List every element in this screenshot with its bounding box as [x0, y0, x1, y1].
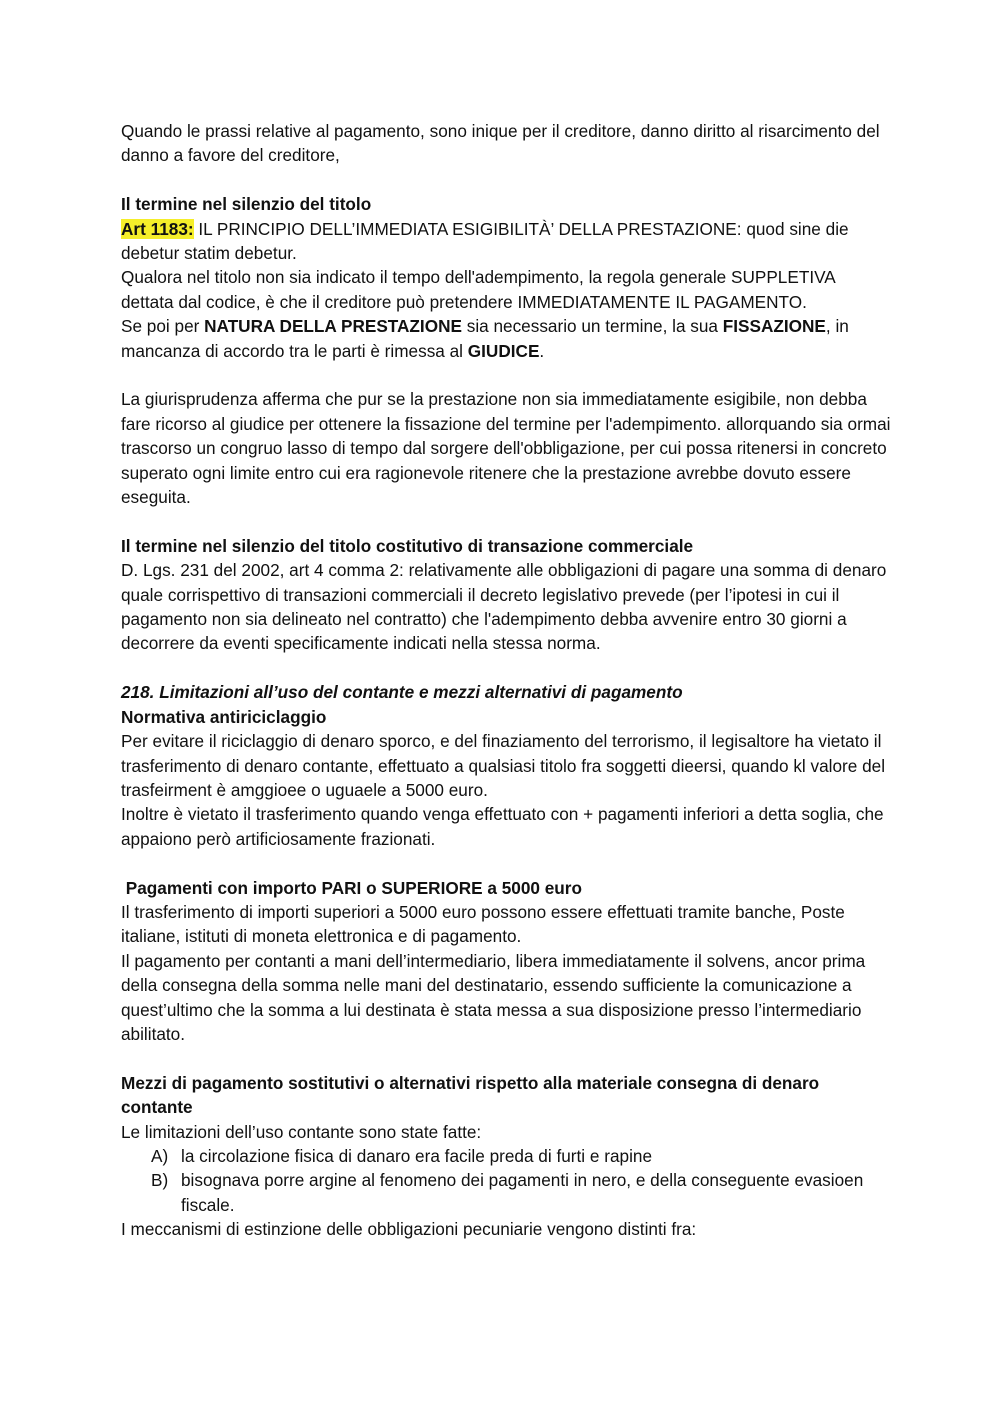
paragraph-pagamento-contanti: Il pagamento per contanti a mani dell’intermediario, libera immediatamente il solvens, ancor prima della consegna della somma nelle mani del destinatario, essendo sufficiente la comunicazione a quest’ultimo che la somma a lui destinata è stata messa a sua disposizione presso l’intermediario abilitato. [121, 950, 866, 1044]
article-label-highlight: Art 1183: [121, 218, 194, 239]
article-text: IL PRINCIPIO DELL’IMMEDIATA ESIGIBILITÀ’ DELLA PRESTAZIONE: quod sine die debetur statim debetur. [121, 218, 849, 264]
spacer [121, 656, 891, 680]
paragraph-qualora: Qualora nel titolo non sia indicato il tempo dell'adempimento, la regola generale SUPPLETIVA dettata dal codice, è che il creditore può pretendere IMMEDIATAMENTE IL PAGAMENTO. [121, 267, 835, 312]
heading-termine-silenzio: Il termine nel silenzio del titolo [121, 194, 372, 215]
list-item [121, 1168, 891, 1217]
paragraph-art-1183 [121, 217, 891, 266]
paragraph-meccanismi: I meccanismi di estinzione delle obbligazioni pecuniarie vengono distinti fra: [121, 1219, 697, 1240]
document-page [121, 119, 891, 1242]
spacer [121, 1046, 891, 1070]
paragraph-intro: Quando le prassi relative al pagamento, sono inique per il creditore, danno diritto al risarcimento del danno a favore del creditore, [121, 121, 880, 166]
text-run: . [539, 340, 545, 361]
heading-218-limitazioni: 218. Limitazioni all’uso del contante e mezzi alternativi di pagamento [121, 682, 683, 703]
heading-pagamenti-5000: Pagamenti con importo PARI o SUPERIORE a 5000 euro [121, 877, 582, 898]
text-run: Se poi per [121, 316, 205, 337]
bold-run: FISSAZIONE [722, 316, 826, 337]
text-run: , in mancanza di accordo tra le parti è rimessa al [121, 316, 849, 361]
paragraph-natura-prestazione [121, 314, 891, 363]
spacer [121, 363, 891, 387]
spacer [121, 509, 891, 533]
list-item [121, 1144, 891, 1168]
paragraph-trasferimento-importi: Il trasferimento di importi superiori a 5000 euro possono essere effettuati tramite banche, Poste italiane, istituti di moneta elettronica e di pagamento. [121, 901, 845, 947]
list-item-text: la circolazione fisica di danaro era facile preda di furti e rapine [181, 1145, 653, 1166]
heading-mezzi-pagamento: Mezzi di pagamento sostitutivi o alternativi rispetto alla materiale consegna di denaro contante [121, 1072, 820, 1118]
spacer [121, 851, 891, 875]
spacer [121, 168, 891, 192]
bold-run: GIUDICE [467, 340, 540, 361]
list-marker: A) [151, 1145, 169, 1166]
list-marker: B) [151, 1170, 169, 1191]
list-item-text: bisognava porre argine al fenomeno dei pagamenti in nero, e della conseguente evasioen fiscale. [181, 1170, 864, 1215]
paragraph-giurisprudenza: La giurisprudenza afferma che pur se la prestazione non sia immediatamente esigibile, non debba fare ricorso al giudice per ottenere la fissazione del termine per l'adempimento. allorquando sia ormai trascorso un congruo lasso di tempo dal sorgere dell'obbligazione, per cui possa ritenersi in concreto superato ogni limite entro cui era ragionevole ritenere che la prestazione avrebbe dovuto essere eseguita. [121, 389, 891, 508]
paragraph-dlgs-231: D. Lgs. 231 del 2002, art 4 comma 2: relativamente alle obbligazioni di pagare una somma di denaro quale corrispettivo di transazioni commerciali il decreto legislativo prevede (per l’ipotesi in cui il pagamento non sia delineato nel contratto) che l'adempimento debba avvenire entro 30 giorni a decorrere da eventi specificamente indicati nella stessa norma. [121, 560, 887, 654]
paragraph-frazionati: Inoltre è vietato il trasferimento quando venga effettuato con + pagamenti inferiori a detta soglia, che appaiono però artificiosamente frazionati. [121, 804, 884, 849]
paragraph-riciclaggio: Per evitare il riciclaggio di denaro sporco, e del finaziamento del terrorismo, il legisaltore ha vietato il trasferimento di denaro contante, effettuato a qualsiasi titolo fra soggetti dieersi, quando kl valore del trasfeirment è amggioee o uguaele a 5000 euro. [121, 731, 886, 800]
heading-antiriciclaggio: Normativa antiriciclaggio [121, 706, 327, 727]
bold-run: NATURA DELLA PRESTAZIONE [204, 316, 462, 337]
text-run: sia necessario un termine, la sua [461, 316, 723, 337]
heading-transazione-commerciale: Il termine nel silenzio del titolo costitutivo di transazione commerciale [121, 535, 694, 556]
paragraph-limitazioni-contante: Le limitazioni dell’uso contante sono state fatte: [121, 1121, 482, 1142]
